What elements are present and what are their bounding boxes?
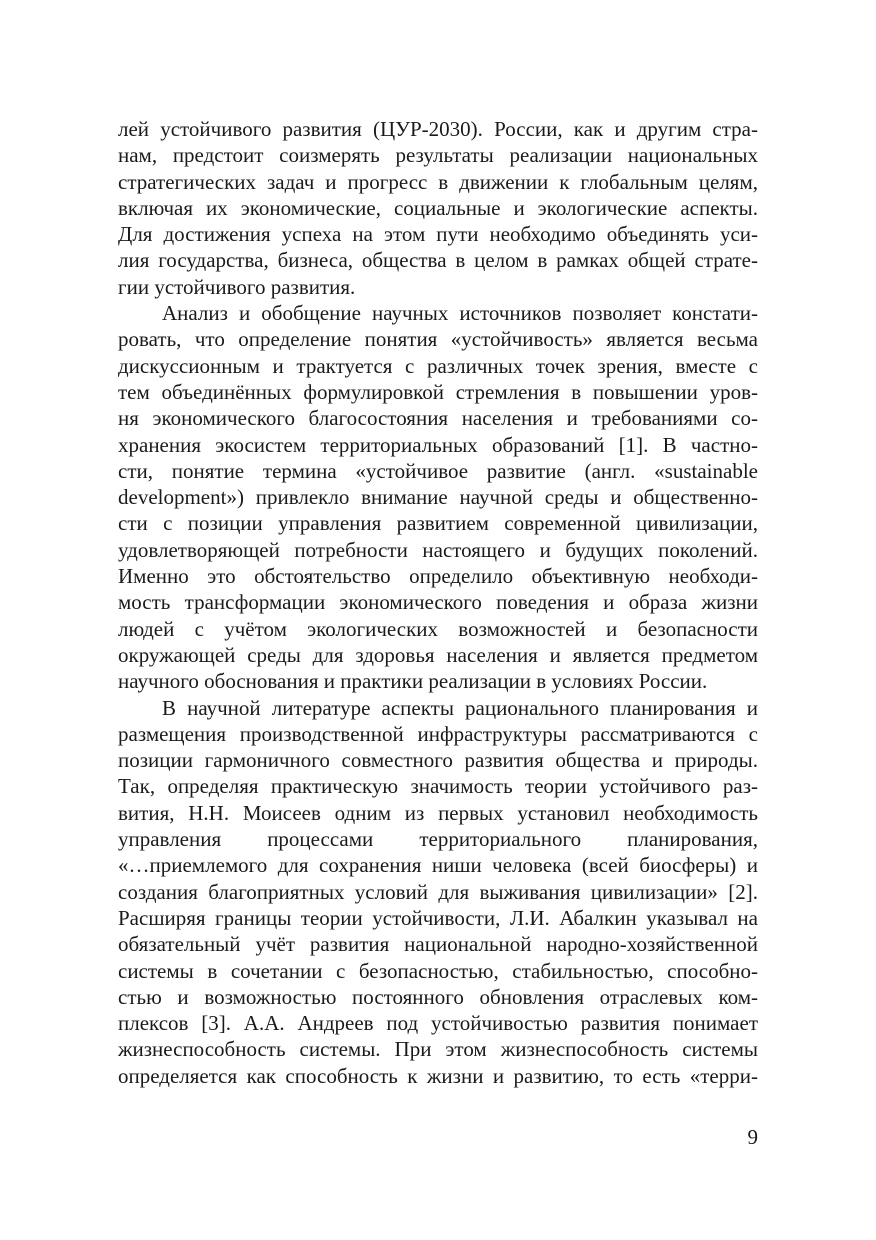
text-line: научного обоснования и практики реализации в условиях России.	[118, 669, 708, 694]
text-line: В научной литературе аспекты рационального планирования и	[162, 695, 758, 720]
text-line: Расширяя границы теории устойчивости, Л.И. Абалкин указывал на	[118, 905, 758, 930]
text-line: Именно это обстоятельство определило объективную необходи-	[118, 564, 758, 589]
text-line: Для достижения успеха на этом пути необходимо объединять уси-	[118, 222, 758, 247]
text-line: гии устойчивого развития.	[118, 274, 356, 299]
text-line: управления процессами территориального планирования,	[118, 827, 758, 852]
text-line: стью и возможностью постоянного обновления отраслевых ком-	[118, 984, 758, 1009]
text-line: нам, предстоит соизмерять результаты реализации национальных	[118, 143, 758, 168]
text-line: Так, определяя практическую значимость теории устойчивого раз-	[118, 774, 758, 799]
text-line: сти с позиции управления развитием современной цивилизации,	[118, 511, 758, 536]
text-line: хранения экосистем территориальных образований [1]. В частно-	[118, 432, 758, 457]
page-number: 9	[747, 1125, 758, 1149]
paragraph-2	[118, 300, 758, 694]
text-line: определяется как способность к жизни и развитию, то есть «терри-	[118, 1063, 758, 1088]
text-line: лия государства, бизнеса, общества в целом в рамках общей страте-	[118, 248, 758, 273]
text-line: ровать, что определение понятия «устойчивость» является весьма	[118, 327, 758, 352]
paragraph-1	[118, 116, 758, 300]
text-line: ня экономического благосостояния населения и требованиями со-	[118, 406, 758, 431]
text-line: дискуссионным и трактуется с различных точек зрения, вместе с	[118, 353, 758, 378]
text-line: обязательный учёт развития национальной народно-хозяйственной	[118, 932, 758, 957]
text-line: Анализ и обобщение научных источников позволяет констати-	[162, 301, 758, 326]
text-line: жизнеспособность системы. При этом жизнеспособность системы	[118, 1037, 758, 1062]
text-line: системы в сочетании с безопасностью, стабильностью, способно-	[118, 958, 758, 983]
text-line: людей с учётом экологических возможностей и безопасности	[118, 616, 758, 641]
text-line: development») привлекло внимание научной среды и общественно-	[118, 485, 758, 510]
paragraph-3	[118, 695, 758, 1089]
text-line: сти, понятие термина «устойчивое развитие (англ. «sustainable	[118, 458, 758, 483]
text-line: «…приемлемого для сохранения ниши человека (всей биосферы) и	[118, 853, 758, 878]
body-text	[118, 116, 758, 1089]
text-line: удовлетворяющей потребности настоящего и будущих поколений.	[118, 537, 758, 562]
text-line: мость трансформации экономического поведения и образа жизни	[118, 590, 758, 615]
text-line: позиции гармоничного совместного развития общества и природы.	[118, 748, 758, 773]
text-line: стратегических задач и прогресс в движении к глобальным целям,	[118, 169, 758, 194]
text-line: создания благоприятных условий для выживания цивилизации» [2].	[118, 879, 758, 904]
text-line: вития, Н.Н. Моисеев одним из первых установил необходимость	[118, 800, 758, 825]
text-line: окружающей среды для здоровья населения и является предметом	[118, 642, 758, 667]
text-line: включая их экономические, социальные и экологические аспекты.	[118, 195, 758, 220]
text-line: лей устойчивого развития (ЦУР-2030). России, как и другим стра-	[118, 117, 758, 141]
text-line: плексов [3]. А.А. Андреев под устойчивостью развития понимает	[118, 1011, 758, 1036]
text-line: тем объединённых формулировкой стремления в повышении уров-	[118, 379, 758, 404]
text-line: размещения производственной инфраструктуры рассматриваются с	[118, 721, 758, 746]
